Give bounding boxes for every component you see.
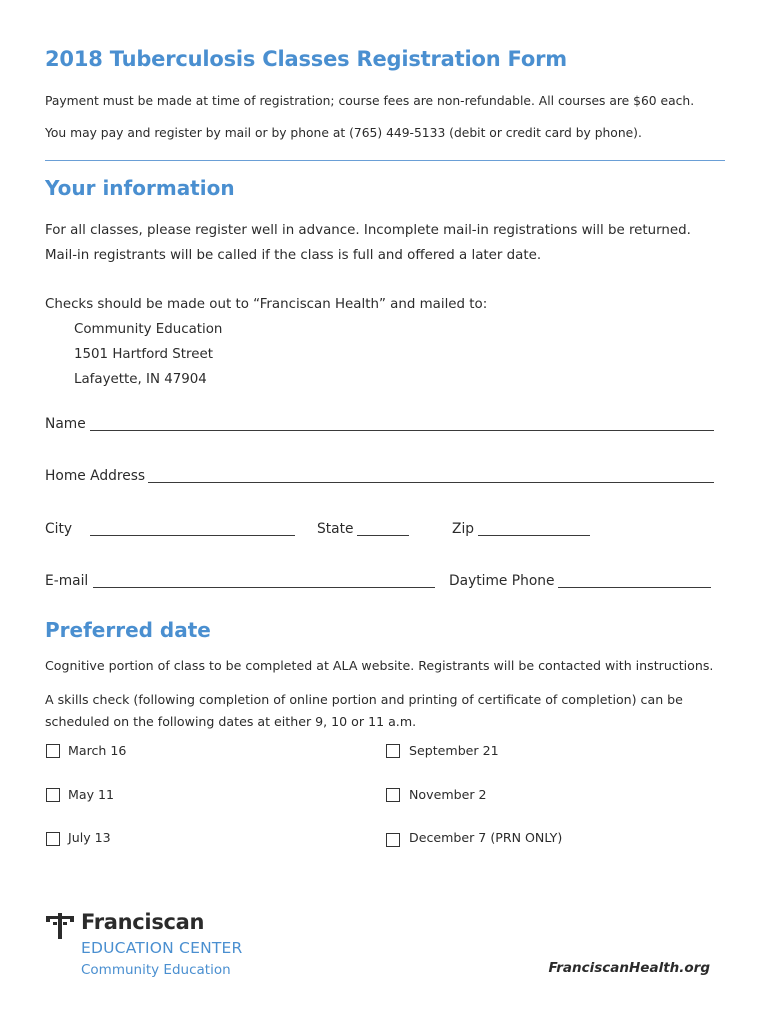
email-label: E-mail xyxy=(45,573,89,589)
checkbox-march-16[interactable] xyxy=(46,744,60,758)
checkbox-december-7[interactable] xyxy=(386,833,400,847)
advance-note-line2: Mail-in registrants will be called if the class is full and offered a later date. xyxy=(45,248,542,263)
checkbox-november-2[interactable] xyxy=(386,788,400,802)
register-note: You may pay and register by mail or by phone at (765) 449-5133 (debit or credit card by phone). xyxy=(45,126,642,140)
franciscan-cross-icon xyxy=(44,912,76,940)
website-link[interactable]: FranciscanHealth.org xyxy=(548,960,710,976)
skills-note-line1: A skills check (following completion of online portion and printing of certificate of completion) can be xyxy=(45,692,683,707)
your-information-heading: Your information xyxy=(45,176,235,200)
name-field[interactable] xyxy=(90,430,714,431)
home-address-field[interactable] xyxy=(148,482,714,483)
checkbox-july-13[interactable] xyxy=(46,832,60,846)
advance-note-line1: For all classes, please register well in advance. Incomplete mail-in registrations will be returned. xyxy=(45,223,691,238)
city-label: City xyxy=(45,521,73,537)
date-label-december-7: December 7 (PRN ONLY) xyxy=(409,830,563,845)
checkbox-may-11[interactable] xyxy=(46,788,60,802)
date-label-september-21: September 21 xyxy=(409,743,499,758)
daytime-phone-field[interactable] xyxy=(558,587,711,588)
address-line3: Lafayette, IN 47904 xyxy=(74,372,207,387)
date-label-november-2: November 2 xyxy=(409,787,487,802)
cognitive-note: Cognitive portion of class to be completed at ALA website. Registrants will be contacted with instructions. xyxy=(45,658,714,673)
checks-note: Checks should be made out to “Franciscan Health” and mailed to: xyxy=(45,297,488,312)
daytime-phone-label: Daytime Phone xyxy=(449,573,555,589)
payment-note: Payment must be made at time of registration; course fees are non-refundable. All courses are $60 each. xyxy=(45,94,695,108)
address-line1: Community Education xyxy=(74,322,223,337)
logo-name: Franciscan xyxy=(81,910,205,934)
state-label: State xyxy=(317,521,354,537)
logo-education-center: EDUCATION CENTER xyxy=(81,939,243,957)
zip-label: Zip xyxy=(452,521,475,537)
address-line2: 1501 Hartford Street xyxy=(74,347,213,362)
home-address-label: Home Address xyxy=(45,468,146,484)
email-field[interactable] xyxy=(93,587,435,588)
name-label: Name xyxy=(45,416,86,432)
logo-community-education: Community Education xyxy=(81,962,231,978)
divider xyxy=(45,160,725,161)
form-title: 2018 Tuberculosis Classes Registration Form xyxy=(45,47,567,71)
date-label-march-16: March 16 xyxy=(68,743,127,758)
city-field[interactable] xyxy=(90,535,295,536)
preferred-date-heading: Preferred date xyxy=(45,618,211,642)
skills-note-line2: scheduled on the following dates at either 9, 10 or 11 a.m. xyxy=(45,714,417,729)
state-field[interactable] xyxy=(357,535,409,536)
checkbox-september-21[interactable] xyxy=(386,744,400,758)
date-label-may-11: May 11 xyxy=(68,787,115,802)
zip-field[interactable] xyxy=(478,535,590,536)
date-label-july-13: July 13 xyxy=(68,830,111,845)
